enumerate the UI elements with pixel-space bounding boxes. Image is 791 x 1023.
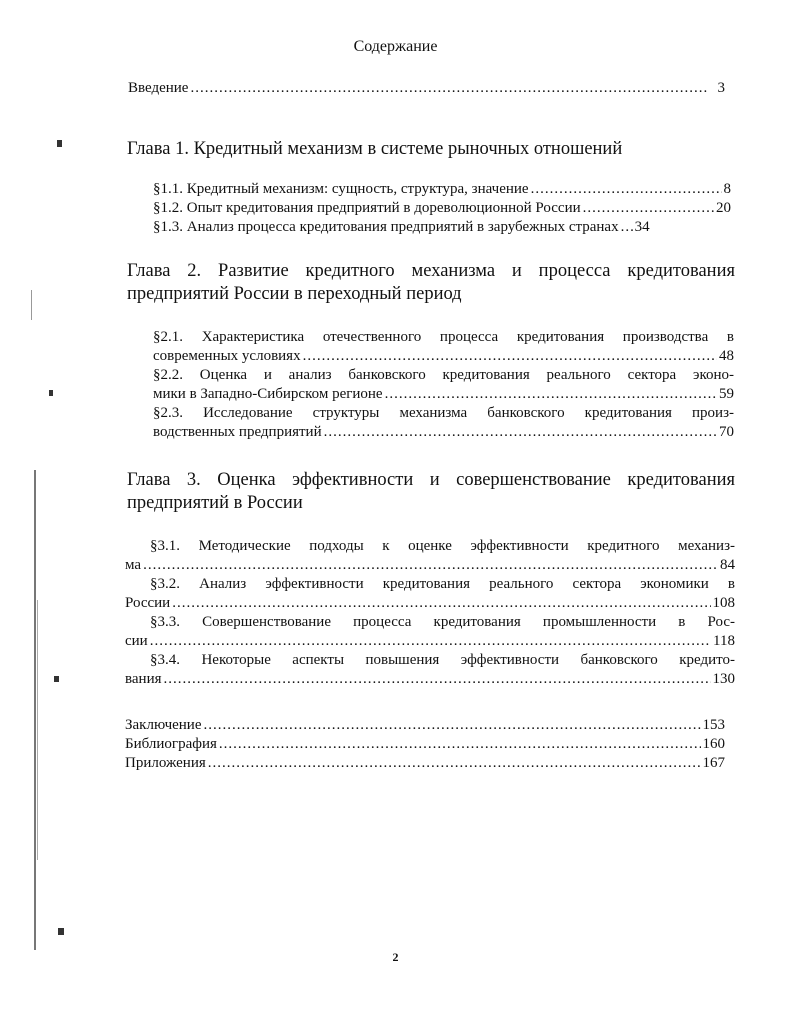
toc-intro-page: 3: [717, 80, 725, 96]
toc-entry: §1.1. Кредитный механизм: сущность, структура, значение ..... 8: [153, 180, 731, 199]
toc-entry: §3.3. Совершенствование процесса кредитования промышленности в Рос- сии ..... 118: [125, 613, 735, 651]
chapter-2-sections: [153, 328, 734, 442]
chapter-1-sections: [153, 180, 731, 237]
leader-dots: [219, 735, 701, 754]
toc-entry: §1.2. Опыт кредитования предприятий в дореволюционной России ..... 20: [153, 199, 731, 218]
toc-heading: Содержание: [353, 38, 438, 55]
leader-dots: [164, 670, 711, 689]
leader-dots: [621, 218, 633, 237]
toc-intro-label: Введение: [128, 80, 189, 96]
scan-artifact-line: [37, 600, 38, 860]
chapter-2-title: Глава 2. Развитие кредитного механизма и процесса кредитования предприятий России в переходный период: [127, 261, 735, 304]
toc-intro: [128, 79, 725, 98]
leader-dots: [172, 594, 710, 613]
leader-dots: [324, 423, 717, 442]
scan-artifact-mark: [54, 676, 59, 682]
leader-dots: [303, 347, 717, 366]
chapter-1-title: Глава 1. Кредитный механизм в системе рыночных отношений: [127, 139, 623, 159]
toc-entry: §2.3. Исследование структуры механизма банковского кредитования произ- водственных предприятий ..... 70: [153, 404, 734, 442]
toc-entry-conclusion: Заключение ..... 153: [125, 716, 725, 735]
chapter-3-sections: [125, 537, 735, 689]
scan-artifact-mark: [58, 928, 64, 935]
leader-dots: [190, 79, 707, 98]
toc-entry-appendices: Приложения ..... 167: [125, 754, 725, 773]
toc-entry: §3.1. Методические подходы к оценке эффективности кредитного механиз- ма ..... 84: [125, 537, 735, 575]
leader-dots: [208, 754, 701, 773]
toc-entry: §3.2. Анализ эффективности кредитования реального сектора экономики в России ..... 108: [125, 575, 735, 613]
leader-dots: [143, 556, 718, 575]
chapter-3-title: Глава 3. Оценка эффективности и совершенствование кредитования предприятий в России: [127, 470, 735, 513]
leader-dots: [385, 385, 717, 404]
scan-artifact-mark: [57, 140, 62, 147]
toc-entry: §1.3. Анализ процесса кредитования предприятий в зарубежных странах ..... 34: [153, 218, 731, 237]
toc-entry: §2.1. Характеристика отечественного процесса кредитования производства в современных условиях ..... 48: [153, 328, 734, 366]
leader-dots: [150, 632, 711, 651]
leader-dots: [583, 199, 714, 218]
leader-dots: [531, 180, 722, 199]
toc-entry: §2.2. Оценка и анализ банковского кредитования реального сектора эконо- мики в Западно-Сибирском регионе ..... 59: [153, 366, 734, 404]
scan-artifact-mark: [49, 390, 53, 396]
toc-entry: §3.4. Некоторые аспекты повышения эффективности банковского кредито- вания ..... 130: [125, 651, 735, 689]
toc-entry-bibliography: Библиография ..... 160: [125, 735, 725, 754]
scan-artifact-line: [34, 470, 36, 950]
scan-artifact-line: [31, 290, 32, 320]
toc-backmatter: [125, 716, 725, 773]
leader-dots: [204, 716, 701, 735]
page-number: 2: [392, 950, 399, 964]
